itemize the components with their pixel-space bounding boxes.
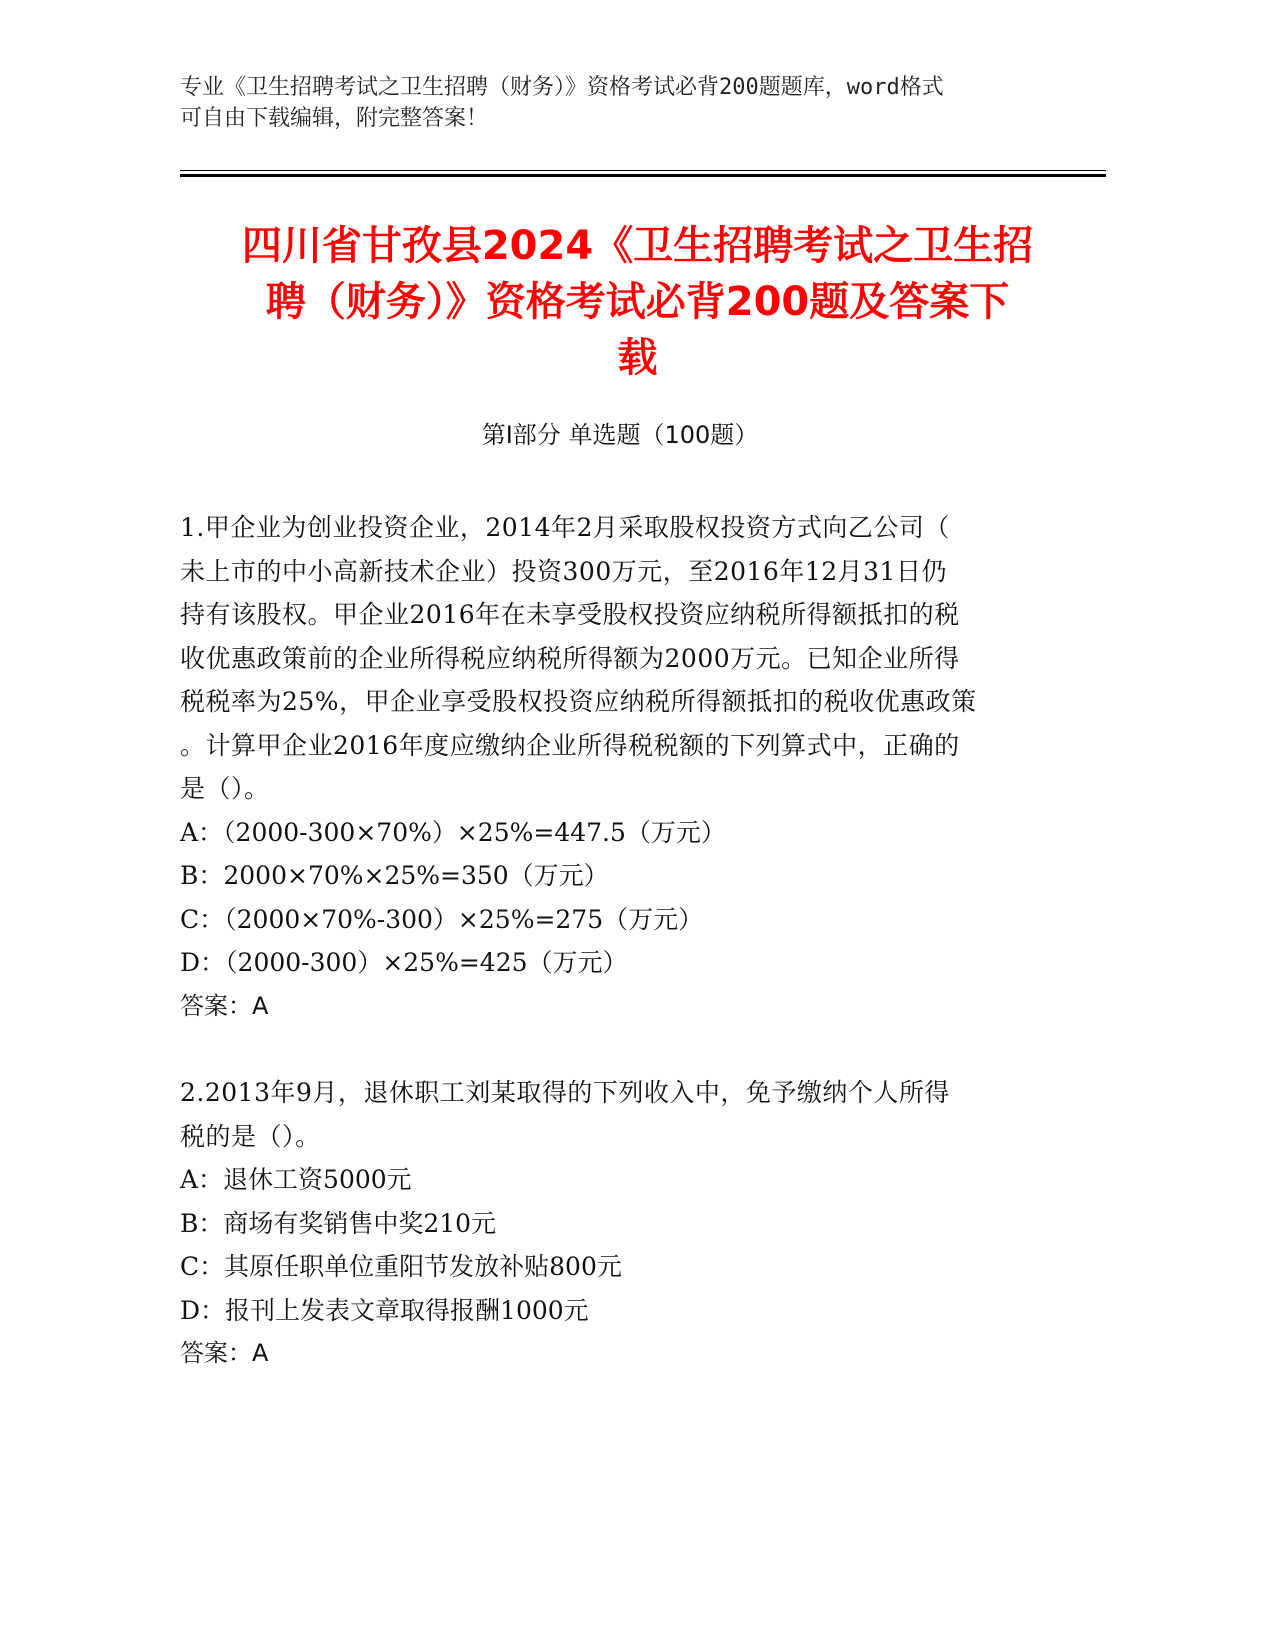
option-d: D：报刊上发表文章取得报酬1000元	[180, 1295, 589, 1325]
header-note	[180, 72, 1100, 134]
option-a: A：退休工资5000元	[180, 1165, 412, 1194]
question-stem-line: 1.甲企业为创业投资企业，2014年2月采取股权投资方式向乙公司（	[180, 513, 950, 542]
question-stem-line: 收优惠政策前的企业所得税应纳税所得额为2000万元。已知企业所得	[180, 643, 960, 673]
answer-label: 答案：A	[180, 1339, 269, 1367]
question-stem-line: 税的是（）。	[180, 1121, 321, 1151]
question-stem-line: 是（）。	[180, 774, 270, 803]
question-stem-line: 。计算甲企业2016年度应缴纳企业所得税税额的下列算式中，正确的	[180, 730, 960, 760]
question-1	[180, 506, 1040, 1028]
document-title-line-2: 聘（财务）》资格考试必背200题及答案下	[265, 279, 1010, 325]
option-a: A：（2000-300×70%）×25%=447.5（万元）	[180, 817, 726, 847]
question-stem-line: 持有该股权。甲企业2016年在未享受股权投资应纳税所得额抵扣的税	[180, 600, 960, 629]
header-note-line-1: 专业《卫生招聘考试之卫生招聘（财务）》资格考试必背200题题库，word格式	[180, 75, 944, 100]
option-c: C：（2000×70%-300）×25%=275（万元）	[180, 904, 704, 934]
header-divider-thick	[180, 174, 1106, 177]
question-stem-line: 2.2013年9月，退休职工刘某取得的下列收入中，免予缴纳个人所得	[180, 1078, 950, 1107]
document-title-line-1: 四川省甘孜县2024《卫生招聘考试之卫生招	[241, 223, 1034, 269]
option-d: D：（2000-300）×25%=425（万元）	[180, 948, 628, 977]
option-c: C：其原任职单位重阳节发放补贴800元	[180, 1252, 622, 1281]
question-stem-line: 税税率为25%，甲企业享受股权投资应纳税所得额抵扣的税收优惠政策	[180, 687, 977, 716]
answer-label: 答案：A	[180, 991, 269, 1020]
question-stem-line: 未上市的中小高新技术企业）投资300万元，至2016年12月31日仍	[180, 556, 947, 586]
option-b: B：商场有奖销售中奖210元	[180, 1208, 497, 1238]
document-title	[180, 218, 1095, 386]
document-title-line-3: 载	[617, 335, 658, 381]
header-divider-thin	[180, 170, 1106, 171]
section-heading: 第I部分 单选题（100题）	[481, 421, 759, 449]
header-note-line-2: 可自由下载编辑，附完整答案！	[180, 106, 489, 131]
option-b: B：2000×70%×25%=350（万元）	[180, 861, 609, 890]
question-2	[180, 1071, 1040, 1376]
